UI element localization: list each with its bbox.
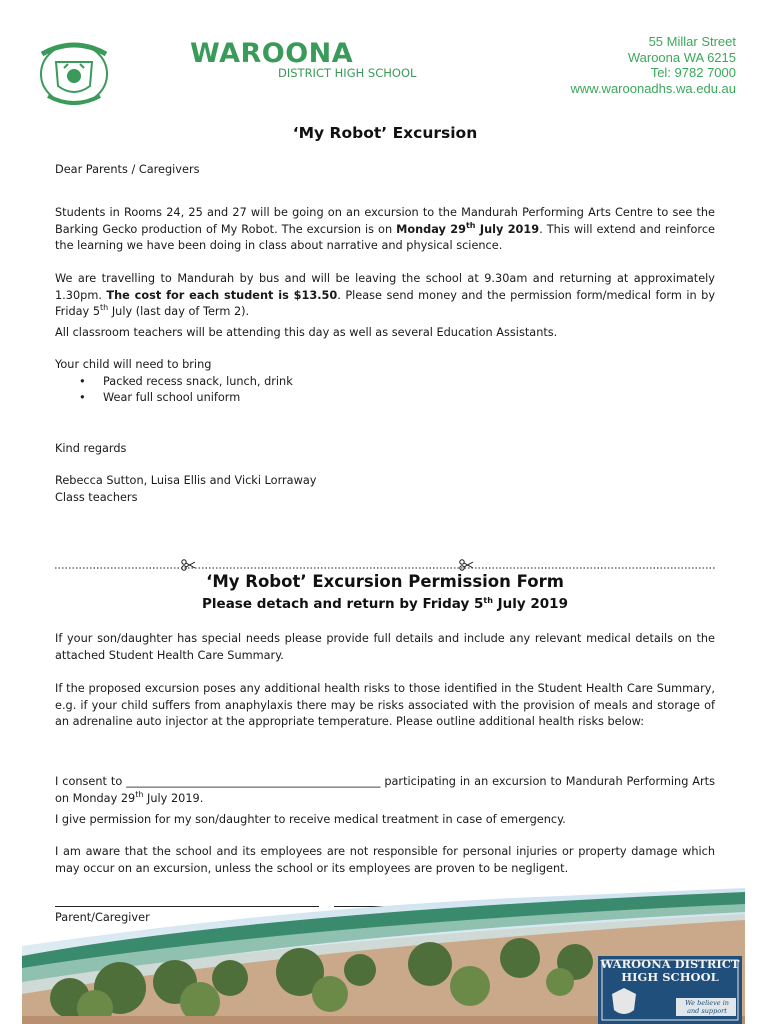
letter-title: ‘My Robot’ Excursion [292,124,478,142]
bring-intro: Your child will need to bring [55,358,212,371]
closing: Kind regards [55,442,127,455]
letter-paragraph-2: We are travelling to Mandurah by bus and will be leaving the school at 9.30am and returning at approximately 1.30pm. The cost for each student is $13.50. Please send money and the permission form/medical form in by Friday 5th July (last day of Term 2). [55,272,715,319]
school-sign-motto: We believe in and support [685,999,729,1015]
salutation: Dear Parents / Caregivers [55,163,200,176]
bring-list-block [55,357,715,407]
detach-cut-line [55,556,715,572]
child-name-field[interactable]: _____________________________________________ [126,775,381,789]
address-town: Waroona WA 6215 [627,49,736,65]
school-logo-name: WAROONA [190,38,354,69]
school-sign-text: WAROONA DISTRICT HIGH SCHOOL [600,957,740,984]
signatories: Rebecca Sutton, Luisa Ellis and Vicki Lorraway [55,474,317,487]
parent-signature-label: Parent/Caregiver [55,911,150,924]
letter-paragraph-3: All classroom teachers will be attending this day as well as several Education Assistants. [55,326,558,339]
form-paragraph-2: If the proposed excursion poses any additional health risks to those identified in the Student Health Care Summary, e.g. if your child suffers from anaphylaxis there may be risks associated with the provision of meals and storage of an adrenaline auto injector at the appropriate temperature. Please outline additional health risks below: [55,682,715,729]
form-subtitle: Please detach and return by Friday 5th July 2019 [202,596,568,612]
signatories-block [55,473,715,506]
school-logo-subtitle: DISTRICT HIGH SCHOOL [278,66,417,80]
signatory-role: Class teachers [55,490,138,504]
address-street: 55 Millar Street [648,34,736,49]
list-item: • Wear full school uniform [55,390,715,407]
school-photo-banner [0,886,770,1024]
form-title: ‘My Robot’ Excursion Permission Form [206,572,564,591]
liability-statement: I am aware that the school and its employees are not responsible for personal injuries or property damage which may occur on an excursion, unless the school or its employees are proven to be negligent. [55,845,715,875]
school-crest-icon [34,34,114,108]
letter-paragraph-1: Students in Rooms 24, 25 and 27 will be going on an excursion to the Mandurah Performing Arts Centre to see the Barking Gecko production of My Robot. The excursion is on Monday 29th July 2019. This will extend and reinforce the learning we have been doing in class about narrative and physical science. [55,206,715,253]
school-address-block [571,34,737,96]
address-phone: Tel: 9782 7000 [650,65,736,80]
list-item: • Packed recess snack, lunch, drink [55,374,715,391]
medical-permission-statement: I give permission for my son/daughter to receive medical treatment in case of emergency. [55,813,566,826]
form-paragraph-1: If your son/daughter has special needs please provide full details and include any relevant medical details on the attached Student Health Care Summary. [55,632,715,662]
school-website-link[interactable]: www.waroonadhs.wa.edu.au [570,80,736,96]
consent-statement: I consent to _____________________________________________ participating in an excursion to Mandurah Performing Arts on Monday 29th July 2019. [55,775,715,805]
scissors-icon [182,560,195,570]
scissors-icon [460,560,473,570]
